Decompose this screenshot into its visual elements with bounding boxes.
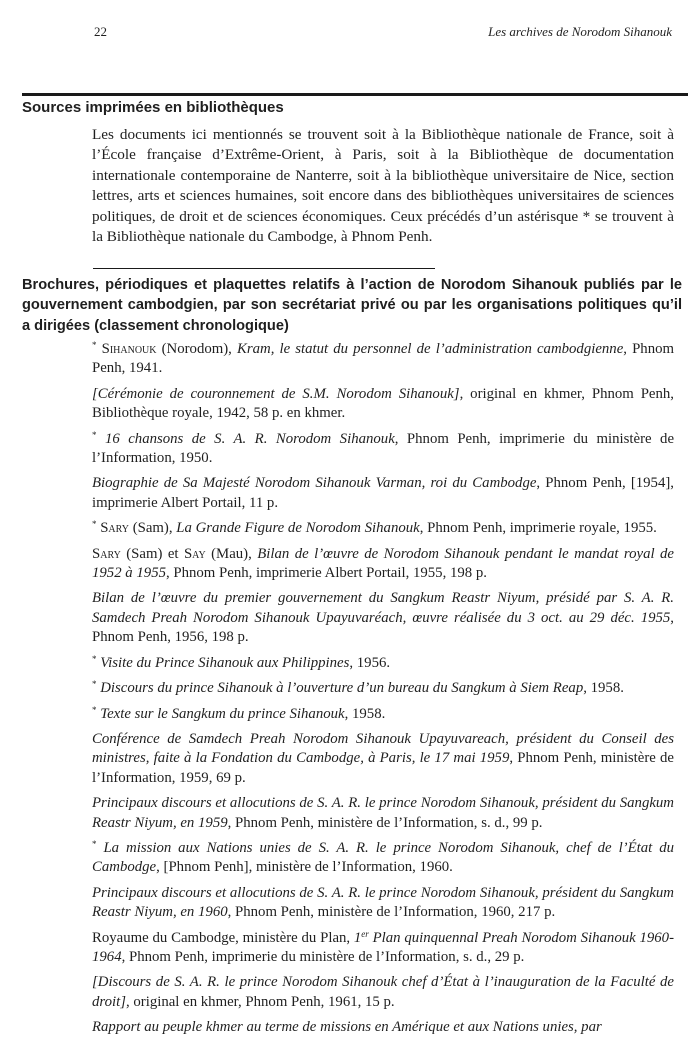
entry-author-rest: (Sam), xyxy=(129,520,177,537)
entry-title: La mission aux Nations unies de S. A. R. le prince Norodom Sihanouk, chef de l’État du Cambodge xyxy=(92,839,674,876)
entry-title: Biographie de Sa Majesté Norodom Sihanouk Varman, roi du Cambodge xyxy=(92,475,537,492)
entry-author: Say xyxy=(183,545,206,562)
asterisk-mark: * xyxy=(92,653,97,664)
subsection-rule xyxy=(93,268,435,269)
entry-title: [Cérémonie de couronnement de S.M. Norodom Sihanouk] xyxy=(92,385,460,402)
bibliography-entry xyxy=(92,794,674,833)
entry-author-rest: (Mau), xyxy=(205,545,258,562)
entry-author-rest: (Sam) et xyxy=(120,545,184,562)
entry-details: , 1958. xyxy=(344,705,386,722)
bibliography-entry xyxy=(92,589,674,647)
bibliography-entry xyxy=(92,519,674,538)
entry-title: Kram, le statut du personnel de l’administration cambodgienne xyxy=(236,341,624,357)
asterisk-mark: * xyxy=(92,679,97,690)
bibliography-entry xyxy=(92,545,674,584)
entry-details: , original en khmer, Phnom Penh, Bibliothèque royale, 1942, 58 p. en khmer. xyxy=(92,385,674,422)
bibliography-entry xyxy=(92,839,674,878)
entry-details: , Phnom Penh, imprimerie du ministère de l’Information, s. d., 29 p. xyxy=(121,948,525,965)
entry-title: Plan quinquennal Preah Norodom Sihanouk 1960-1964 xyxy=(92,929,674,965)
entry-details: , Phnom Penh, imprimerie Albert Portail, 1955, 198 p. xyxy=(165,565,487,582)
entry-ordinal: 1 xyxy=(353,929,362,946)
entry-title: Discours du prince Sihanouk à l’ouverture d’un bureau du Sangkum à Siem Reap xyxy=(100,680,584,697)
bibliography-entry xyxy=(92,474,674,513)
subsection-heading: Brochures, périodiques et plaquettes relatifs à l’action de Norodom Sihanouk publiés par le gouvernement cambodgien, par son secrétariat privé ou par les organisations politiques qu’il a dirigées (classement chronologique) xyxy=(22,277,682,334)
entry-title: Conférence de Samdech Preah Norodom Sihanouk Upayuvareach, président du Conseil des ministres, faite à la Fondation du Cambodge, à Paris, le 17 mai 1959 xyxy=(92,730,674,767)
entry-details: , Phnom Penh, imprimerie du ministère de l’Information, 1950. xyxy=(92,430,675,467)
entry-details: , 1956. xyxy=(349,654,391,671)
bibliography-entry xyxy=(92,705,674,724)
entry-title: Rapport au peuple khmer au terme de missions en Amérique et aux Nations unies, par xyxy=(92,1019,602,1036)
entry-author: Sary xyxy=(100,520,129,537)
bibliography-entry xyxy=(92,385,674,424)
bibliography-entry xyxy=(92,730,674,788)
entry-title: Principaux discours et allocutions de S. A. R. le prince Norodom Sihanouk, président du Sangkum Reastr Niyum, en 1960 xyxy=(92,884,674,921)
entry-title: La Grande Figure de Norodom Sihanouk xyxy=(176,520,420,537)
entry-details: , Phnom Penh, ministère de l’Information, s. d., 99 p. xyxy=(227,814,543,831)
entry-details: , [Phnom Penh], ministère de l’Information, 1960. xyxy=(156,859,453,876)
asterisk-mark: * xyxy=(92,519,97,530)
bibliography-entry xyxy=(92,973,674,1012)
entry-details: , original en khmer, Phnom Penh, 1961, 15 p. xyxy=(126,993,395,1010)
section-heading: Sources imprimées en bibliothèques xyxy=(22,99,284,116)
intro-paragraph: Les documents ici mentionnés se trouvent soit à la Bibliothèque nationale de France, soit à l’École française d’Extrême-Orient, à Paris, soit à la Bibliothèque de documentation internationale contemporaine de Nanterre, soit à la bibliothèque universitaire de Nice, section lettres, arts et sciences humaines, soit encore dans des bibliothèques universitaires de sciences politiques, de droit et de sciences économiques. Ceux précédés d’un astérisque * se trouvent à la Bibliothèque nationale du Cambodge, à Phnom Penh. xyxy=(92,126,674,246)
bibliography-entry xyxy=(92,430,674,469)
running-title: Les archives de Norodom Sihanouk xyxy=(488,24,672,39)
entry-details: , Phnom Penh, [1954], imprimerie Albert Portail, 11 p. xyxy=(92,475,674,511)
section-rule xyxy=(22,93,688,96)
entry-details: , Phnom Penh, ministère de l’Information, 1960, 217 p. xyxy=(227,904,556,921)
entry-title: Bilan de l’œuvre de Norodom Sihanouk pendant le mandat royal de 1952 à 1955 xyxy=(92,545,675,582)
bibliography-entry xyxy=(92,679,674,698)
entry-title: Principaux discours et allocutions de S. A. R. le prince Norodom Sihanouk, président du Sangkum Reastr Niyum, en 1959 xyxy=(92,795,674,831)
entry-author: Sary xyxy=(92,545,121,562)
asterisk-mark: * xyxy=(92,704,97,715)
bibliography-entry xyxy=(92,1018,674,1037)
entry-title: Bilan de l’œuvre du premier gouvernement du Sangkum Reastr Niyum, présidé par S. A. R. Samdech Preah Norodom Sihanouk Upayuvaréach, œuvre réalisée du 3 oct. au 29 déc. 1955 xyxy=(92,590,674,626)
asterisk-mark: * xyxy=(92,429,97,440)
bibliography-entry xyxy=(92,929,674,968)
bibliography-entry xyxy=(92,340,674,379)
page-number: 22 xyxy=(94,24,107,39)
bibliography-entry xyxy=(92,654,674,673)
entry-details: , Phnom Penh, 1956, 198 p. xyxy=(92,609,674,646)
asterisk-mark: * xyxy=(92,838,97,849)
entry-title: Visite du Prince Sihanouk aux Philippines xyxy=(100,654,350,671)
entry-details: , 1958. xyxy=(583,680,624,697)
entry-title: [Discours de S. A. R. le prince Norodom Sihanouk chef d’État à l’inauguration de la Faculté de droit] xyxy=(92,974,674,1010)
entry-ordinal-suffix: er xyxy=(361,928,369,939)
entry-title: 16 chansons de S. A. R. Norodom Sihanouk xyxy=(104,430,395,447)
entry-details: , Phnom Penh, 1941. xyxy=(92,341,675,377)
entry-title: Texte sur le Sangkum du prince Sihanouk xyxy=(100,705,345,722)
bibliography-list xyxy=(92,340,674,1044)
asterisk-mark: * xyxy=(92,340,97,350)
entry-details: , Phnom Penh, imprimerie royale, 1955. xyxy=(419,520,657,537)
entry-details: , Phnom Penh, ministère de l’Information, 1959, 69 p. xyxy=(92,750,674,786)
entry-lead: Royaume du Cambodge, ministère du Plan, xyxy=(92,929,354,946)
entry-author: Sihanouk xyxy=(101,341,157,357)
entry-author-rest: (Norodom), xyxy=(156,341,237,357)
bibliography-entry xyxy=(92,884,674,923)
